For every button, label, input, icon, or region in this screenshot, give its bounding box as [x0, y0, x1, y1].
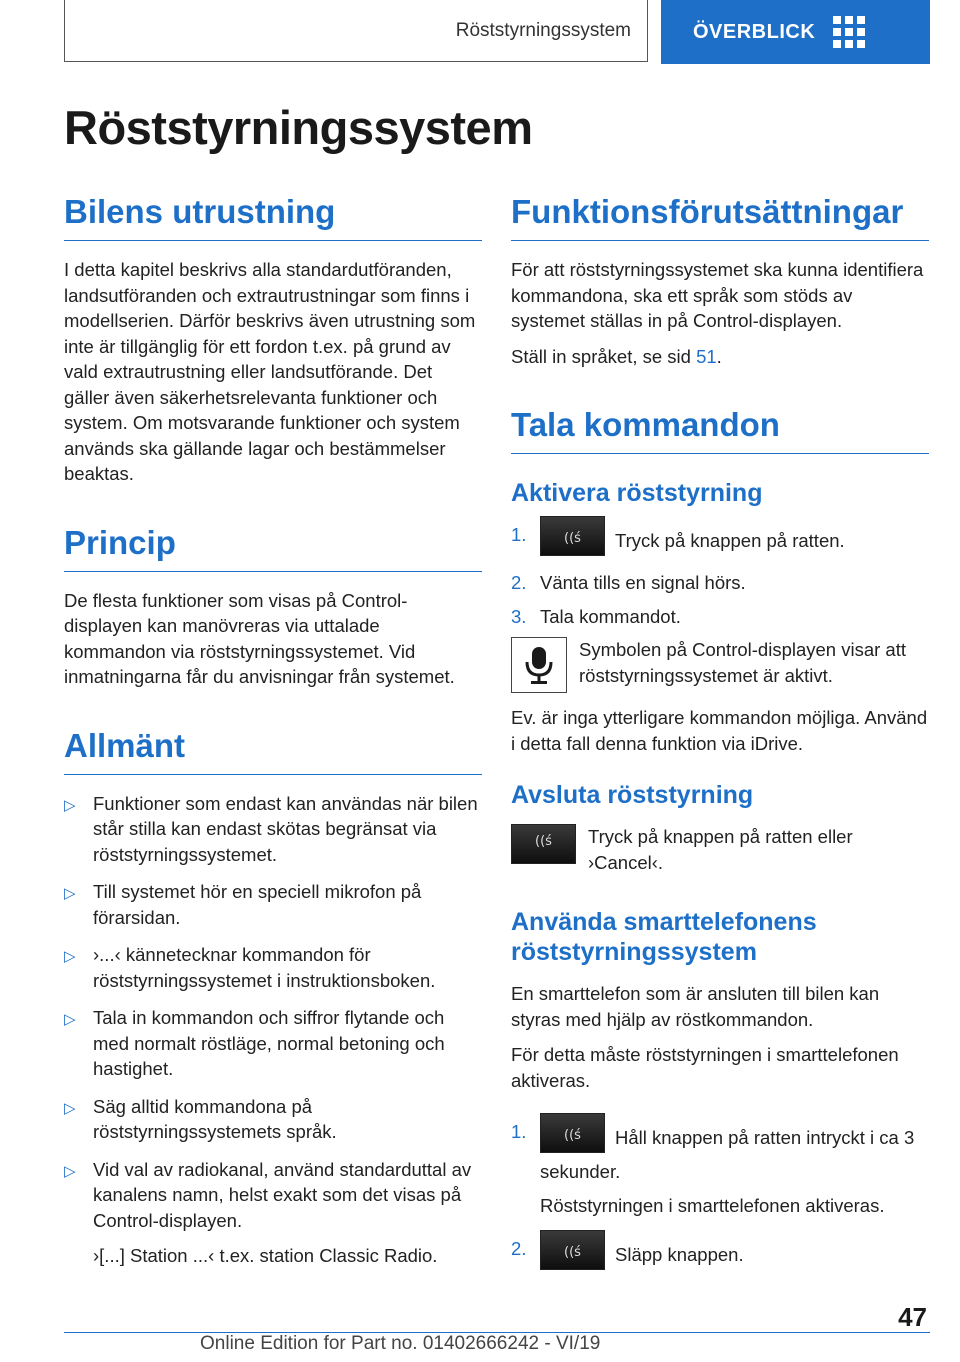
page-number: 47	[898, 1302, 927, 1332]
end-text: Tryck på knappen på ratten eller ›Cancel‹.	[588, 826, 853, 873]
triangle-bullet-icon: ▷	[64, 796, 76, 814]
paragraph-language-ref: Ställ in språket, se sid 51.	[511, 345, 722, 367]
voice-button-icon: ((ś	[511, 824, 576, 864]
step-note: Röststyrningen i smarttelefonen aktiveras.	[540, 1194, 885, 1216]
steps-activate	[511, 522, 929, 629]
paragraph-smartphone-1: En smarttelefon som är ansluten till bilen kan styras med hjälp av röstkommandon.	[511, 983, 880, 1030]
step-item: 1. ((ś Håll knappen på ratten intryckt i ca 3 sekunder. Röststyrningen i smarttelefonen aktiveras.	[511, 1119, 929, 1218]
step-item: 3. Tala kommandot.	[511, 605, 681, 627]
list-item: ▷ Vid val av radiokanal, använd standarduttal av kanalens namn, helst exakt som det visas på Control-displayen. ›[...] Station ...‹ t.ex. station Classic Radio.	[64, 1157, 482, 1269]
page-header	[64, 0, 930, 64]
overview-button[interactable]	[661, 0, 930, 64]
heading-allmant: Allmänt	[64, 724, 482, 775]
page-link[interactable]: 51	[696, 345, 717, 367]
footer-edition: Online Edition for Part no. 01402666242 - VI/19	[200, 1333, 601, 1354]
paragraph-utrustning: I detta kapitel beskrivs alla standardutföranden, landsutföranden och extrautrustningar som finns i modellserien. Därför beskrivs även utrustning som inte är tillgänglig för ett fordon t.ex. på grund av vald extrautrustning eller landsutförande. Det gäller även säkerhetsrelevanta funktioner och system. Om motsvarande funktioner och system används ska gällande lagar och bestämmelser beaktas.	[64, 259, 476, 484]
mic-note-row	[511, 637, 929, 693]
heading-smarttelefon: Använda smarttelefonens röststyrningssystem	[511, 908, 817, 966]
bullet-list	[64, 791, 482, 1269]
list-item: ▷ Funktioner som endast kan användas när bilen står stilla kan endast skötas begränsat via röststyrningssystemet.	[64, 792, 478, 865]
paragraph-smartphone-2: För detta måste röststyrningen i smarttelefonen aktiveras.	[511, 1044, 899, 1091]
right-column	[511, 190, 929, 1284]
triangle-bullet-icon: ▷	[64, 1011, 76, 1028]
triangle-bullet-icon: ▷	[64, 948, 76, 965]
list-item: ▷ ›...‹ kännetecknar kommandon för röststyrningssystemet i instruktionsboken.	[64, 944, 436, 991]
step-item: 1. ((ś Tryck på knappen på ratten.	[511, 522, 929, 562]
list-item: ▷ Säg alltid kommandona på röststyrningssystemets språk.	[64, 1095, 337, 1142]
steps-smartphone	[511, 1119, 929, 1276]
paragraph-princip: De flesta funktioner som visas på Control-displayen kan manövreras via uttalade kommandon via röststyrningssystemet. Vid inmatningarna får du anvisningar från systemet.	[64, 589, 455, 687]
microphone-icon	[511, 637, 567, 693]
left-column	[64, 190, 482, 1281]
grid-icon	[833, 16, 865, 48]
paragraph-no-more: Ev. är inga ytterligare kommandon möjliga. Använd i detta fall denna funktion via iDrive.	[511, 707, 928, 754]
voice-button-icon: ((ś	[540, 1113, 605, 1153]
voice-button-icon: ((ś	[540, 516, 605, 556]
bullet-sub-text: ›[...] Station ...‹ t.ex. station Classic Radio.	[93, 1245, 438, 1266]
section-tab[interactable]	[64, 0, 648, 62]
step-item: 2. ((ś Släpp knappen.	[511, 1236, 929, 1276]
voice-button-icon: ((ś	[540, 1230, 605, 1270]
triangle-bullet-icon: ▷	[64, 1162, 76, 1180]
end-row	[511, 824, 929, 885]
list-item: ▷ Till systemet hör en speciell mikrofon på förarsidan.	[64, 881, 422, 928]
heading-tala-kommandon: Tala kommandon	[511, 403, 929, 454]
heading-funktionsforutsattningar: Funktionsförutsättningar	[511, 190, 929, 241]
heading-bilens-utrustning: Bilens utrustning	[64, 190, 482, 241]
list-item: ▷ Tala in kommandon och siffror flytande och med normalt röstläge, normal betoning och hastighet.	[64, 1007, 445, 1079]
mic-note: Symbolen på Control-displayen visar att röststyrningssystemet är aktivt.	[579, 639, 906, 686]
step-item: 2. Vänta tills en signal hörs.	[511, 572, 746, 593]
heading-princip: Princip	[64, 521, 482, 572]
section-label: Röststyrningssystem	[455, 19, 631, 41]
triangle-bullet-icon: ▷	[64, 1099, 76, 1117]
paragraph-forutsattningar: För att röststyrningssystemet ska kunna identifiera kommandona, ska ett språk som stöds av systemet ställas in på Control-displayen.	[511, 259, 924, 331]
heading-aktivera: Aktivera röststyrning	[511, 479, 763, 507]
triangle-bullet-icon: ▷	[64, 885, 76, 902]
page-title: Röststyrningssystem	[64, 101, 533, 154]
heading-avsluta: Avsluta röststyrning	[511, 781, 754, 809]
overview-label: ÖVERBLICK	[693, 20, 816, 43]
